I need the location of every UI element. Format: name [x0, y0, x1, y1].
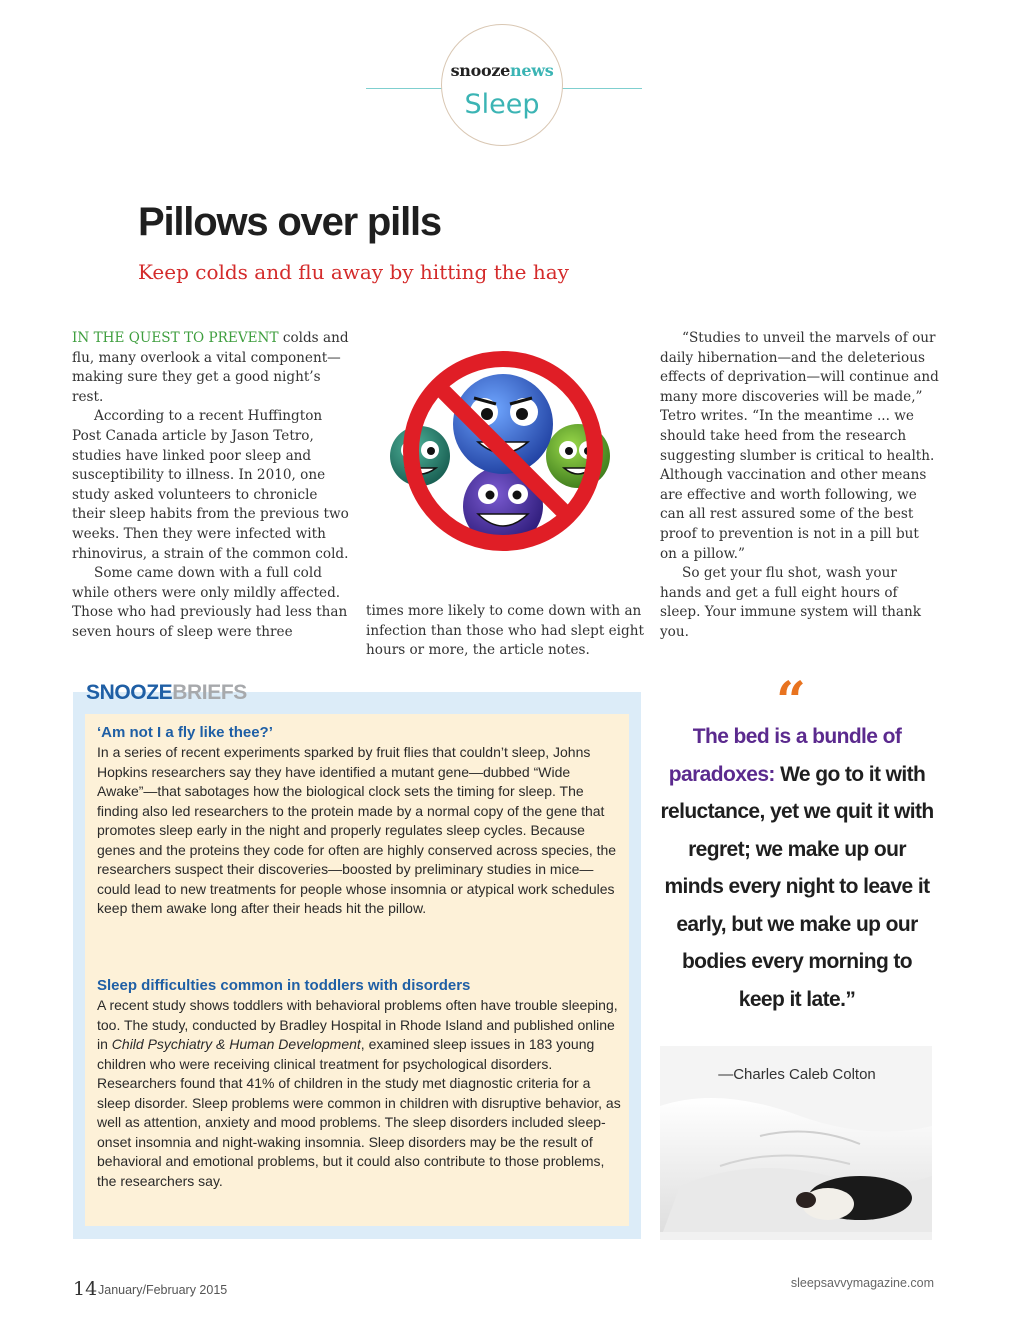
paragraph: Some came down with a full cold while others were only mildly affected. Those who had previously had less than seven hours of sleep were three: [72, 565, 348, 640]
article-column-1: [72, 329, 352, 643]
article-title: Pillows over pills: [138, 200, 441, 244]
brief-title: ‘Am not I a fly like thee?’: [97, 724, 273, 741]
page-number: 14: [73, 1278, 98, 1300]
website-url: sleepsavvymagazine.com: [790, 1276, 934, 1290]
no-virus-illustration: [378, 346, 628, 556]
quote-attribution: —Charles Caleb Colton: [718, 1066, 876, 1083]
brief-item-toddlers: [97, 976, 623, 1191]
paragraph: “Studies to unveil the marvels of our daily hibernation—and the deleterious effects of deprivation—will continue and many more discoveries will be made,” Tetro writes. “In the meantime ... we should take heed from the research suggesting slumber is critical to health. Although vaccination and other means are effective and worth following, we can all rest assured some of the best proof to prevention is not in a pill but on a pillow.”: [660, 330, 939, 562]
paragraph: times more likely to come down with an infection than those who had slept eight hours or more, the article notes.: [366, 603, 644, 659]
article-column-3: [660, 329, 940, 643]
section-badge: [441, 24, 563, 146]
brief-item-fly: [97, 723, 623, 919]
article-subtitle: Keep colds and flu away by hitting the hay: [138, 260, 569, 284]
pull-quote: The bed is a bundle of paradoxes: We go to it with reluctance, yet we quit it with regret; we make up our minds every night to leave it early, but we make up our bodies every morning to keep it late.”: [660, 725, 934, 1011]
paragraph: So get your flu shot, wash your hands and get a full eight hours of sleep. Your immune system will thank you.: [660, 565, 921, 640]
paragraph: IN THE QUEST TO PREVENT colds and flu, many overlook a vital component—making sure they get a good night’s rest.: [72, 330, 349, 405]
issue-date: January/February 2015: [98, 1283, 228, 1297]
quote-highlight: The bed is a bundle of paradoxes:: [668, 725, 902, 786]
brand-logo: snoozenews: [450, 61, 554, 80]
journal-name: Child Psychiatry & Human Development: [111, 1036, 361, 1052]
lead-in: IN THE QUEST TO PREVENT: [72, 330, 279, 346]
brief-body: In a series of recent experiments sparked by fruit flies that couldn’t sleep, Johns Hopkins researchers say they have identified a mutant gene—dubbed “Wide Awake”—that sabotages how the biological clock sets the timing for sleep. The finding also led researchers to the protein made by a normal copy of the gene that promotes sleep early in the night and properly regulates sleep cycles. Because genes and the proteins they code for often are highly conserved across species, the researchers suspect their discoveries—boosted by preliminary studies in mice—could lead to new treatments for people whose insomnia or atypical work schedules keep them awake long after their heads hit the pillow.: [97, 744, 617, 916]
article-column-2: [366, 602, 646, 661]
paragraph: According to a recent Huffington Post Canada article by Jason Tetro, studies have linked poor sleep and susceptibility to illness. In 2010, one study asked volunteers to chronicle their sleep habits from the previous two weeks. Then they were infected with rhinovirus, a strain of the common cold.: [72, 408, 349, 562]
brief-body: A recent study shows toddlers with behavioral problems often have trouble sleeping, too. The study, conducted by Bradley Hospital in Rhode Island and published online in Child Psychiatry & Human Development, examined sleep issues in 183 young children who were receiving clinical treatment for psychological disorders. Researchers found that 41% of children in the study met diagnostic criteria for a sleep disorder. Sleep problems were common in children with disruptive behavior, as well as attention, anxiety and mood problems. The sleep disorders included sleep-onset insomnia and night-waking insomnia. Sleep disorders may be the result of behavioral and emotional problems, but it could also contribute to those problems, the researchers say.: [97, 997, 621, 1189]
brief-title: Sleep difficulties common in toddlers with disorders: [97, 977, 471, 994]
briefs-title: SNOOZEBRIEFS: [86, 681, 247, 704]
quote-mark-icon: “: [776, 671, 806, 732]
section-name: Sleep: [464, 89, 540, 120]
